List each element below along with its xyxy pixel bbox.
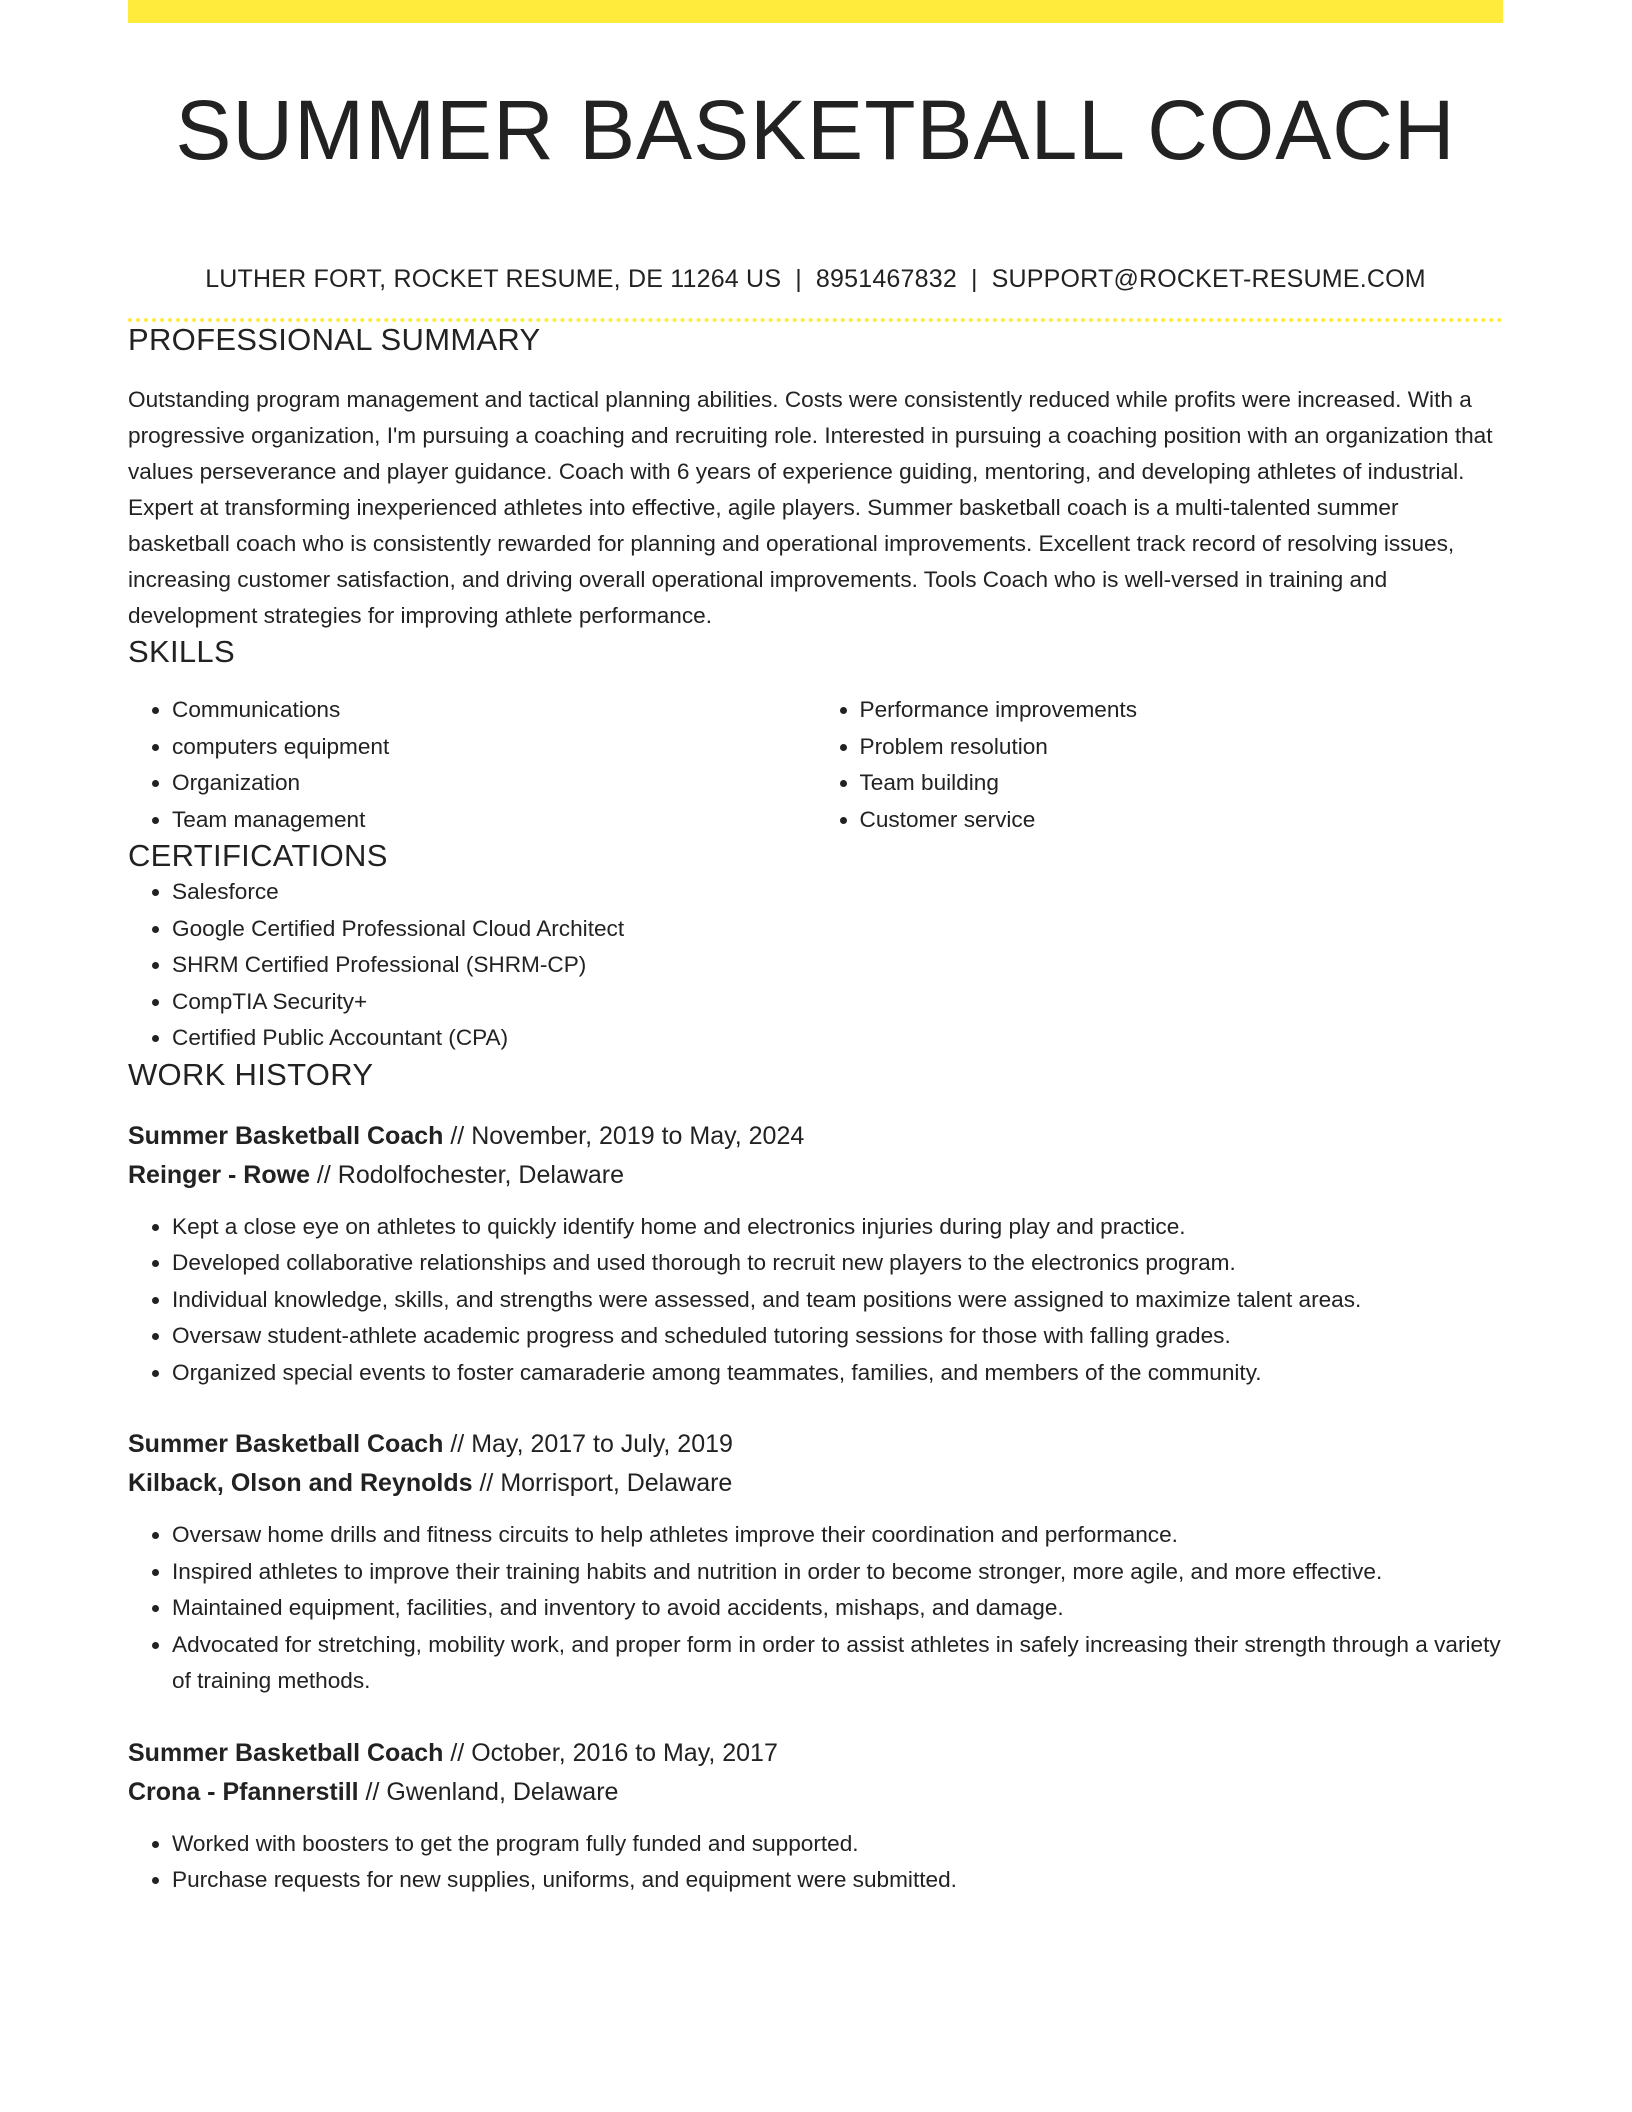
- job-bullet: • Organized special events to foster camaraderie among teammates, families, and members of the community.: [172, 1355, 1503, 1392]
- resume-title: SUMMER BASKETBALL COACH: [175, 83, 1456, 177]
- skill-item: • Problem resolution: [860, 729, 1504, 766]
- job-dates: // May, 2017 to July, 2019: [443, 1430, 733, 1458]
- resume-content: [128, 80, 1503, 1899]
- job-entry: [128, 1734, 1503, 1899]
- skill-item: • Performance improvements: [860, 692, 1504, 729]
- job-bullet: • Purchase requests for new supplies, uniforms, and equipment were submitted.: [172, 1862, 1503, 1899]
- certification-item: • Google Certified Professional Cloud Architect: [172, 911, 1503, 948]
- certification-item: • SHRM Certified Professional (SHRM-CP): [172, 947, 1503, 984]
- job-company-line: [128, 1464, 1503, 1503]
- skills-grid: [128, 692, 1503, 838]
- skill-item: • Communications: [172, 692, 816, 729]
- job-company-line: [128, 1773, 1503, 1812]
- certification-item: • Certified Public Accountant (CPA): [172, 1020, 1503, 1057]
- contact-separator: |: [795, 265, 802, 293]
- job-title: Summer Basketball Coach: [128, 1738, 444, 1767]
- job-bullet: • Advocated for stretching, mobility work, and proper form in order to assist athletes in safely increasing their strength through a variety of training methods.: [172, 1627, 1503, 1700]
- skill-item: • Customer service: [860, 802, 1504, 839]
- job-title-line: [128, 1425, 1503, 1464]
- job-company: Crona - Pfannerstill: [128, 1777, 359, 1806]
- job-bullet: • Kept a close eye on athletes to quickly identify home and electronics injuries during play and practice.: [172, 1209, 1503, 1246]
- job-location: // Gwenland, Delaware: [358, 1777, 619, 1806]
- job-dates: // October, 2016 to May, 2017: [443, 1738, 778, 1767]
- job-dates: // November, 2019 to May, 2024: [443, 1121, 805, 1150]
- job-bullet: • Oversaw student-athlete academic progress and scheduled tutoring sessions for those with falling grades.: [172, 1318, 1503, 1355]
- job-bullets: [128, 1517, 1503, 1700]
- job-bullet: • Maintained equipment, facilities, and inventory to avoid accidents, mishaps, and damage.: [172, 1590, 1503, 1627]
- skills-right-list: [816, 692, 1504, 838]
- certifications-list: [128, 874, 1503, 1057]
- job-location: // Rodolfochester, Delaware: [309, 1160, 625, 1189]
- job-bullet: • Oversaw home drills and fitness circuits to help athletes improve their coordination and performance.: [172, 1517, 1503, 1554]
- contact-address: LUTHER FORT, ROCKET RESUME, DE 11264 US: [205, 265, 782, 293]
- summary-text: Outstanding program management and tactical planning abilities. Costs were consistently reduced while profits were increased. With a progressive organization, I'm pursuing a coaching and recruiting role. Interested in pursuing a coaching position with an organization that values perseverance and player guidance. Coach with 6 years of experience guiding, mentoring, and developing athletes of industrial. Expert at transforming inexperienced athletes into effective, agile players. Summer basketball coach is a multi-talented summer basketball coach who is consistently rewarded for planning and operational improvements. Excellent track record of resolving issues, increasing customer satisfaction, and driving overall operational improvements. Tools Coach who is well-versed in training and development strategies for improving athlete performance.: [128, 387, 1493, 628]
- job-location: // Morrisport, Delaware: [472, 1469, 733, 1497]
- skill-item: • computers equipment: [172, 729, 816, 766]
- job-bullets: [128, 1826, 1503, 1899]
- job-title-line: [128, 1117, 1503, 1156]
- job-entry: [128, 1425, 1503, 1700]
- job-company-line: [128, 1156, 1503, 1195]
- certification-item: • Salesforce: [172, 874, 1503, 911]
- contact-email[interactable]: SUPPORT@ROCKET-RESUME.COM: [991, 265, 1426, 293]
- summary-heading: PROFESSIONAL SUMMARY: [128, 322, 541, 357]
- job-bullet: • Developed collaborative relationships and used thorough to recruit new players to the electronics program.: [172, 1245, 1503, 1282]
- job-bullet: • Inspired athletes to improve their training habits and nutrition in order to become stronger, more agile, and more effective.: [172, 1554, 1503, 1591]
- job-title: Summer Basketball Coach: [128, 1430, 444, 1458]
- skill-item: • Team management: [172, 802, 816, 839]
- contact-separator: |: [970, 265, 978, 293]
- job-company: Reinger - Rowe: [128, 1160, 310, 1189]
- skill-item: • Team building: [860, 765, 1504, 802]
- job-title-line: [128, 1734, 1503, 1773]
- job-company: Kilback, Olson and Reynolds: [128, 1469, 473, 1497]
- work-history-heading: WORK HISTORY: [128, 1056, 374, 1092]
- skill-item: • Organization: [172, 765, 816, 802]
- job-bullet: • Worked with boosters to get the program fully funded and supported.: [172, 1826, 1503, 1863]
- accent-top-bar: [128, 0, 1503, 23]
- contact-phone: 8951467832: [815, 265, 957, 293]
- certification-item: • CompTIA Security+: [172, 984, 1503, 1021]
- skills-heading: SKILLS: [128, 634, 235, 669]
- contact-line: [128, 264, 1503, 294]
- job-entry: [128, 1117, 1503, 1392]
- job-bullet: • Individual knowledge, skills, and strengths were assessed, and team positions were assigned to maximize talent areas.: [172, 1282, 1503, 1319]
- skills-left-list: [128, 692, 816, 838]
- job-title: Summer Basketball Coach: [128, 1121, 444, 1150]
- certifications-heading: CERTIFICATIONS: [128, 838, 388, 873]
- job-bullets: [128, 1209, 1503, 1392]
